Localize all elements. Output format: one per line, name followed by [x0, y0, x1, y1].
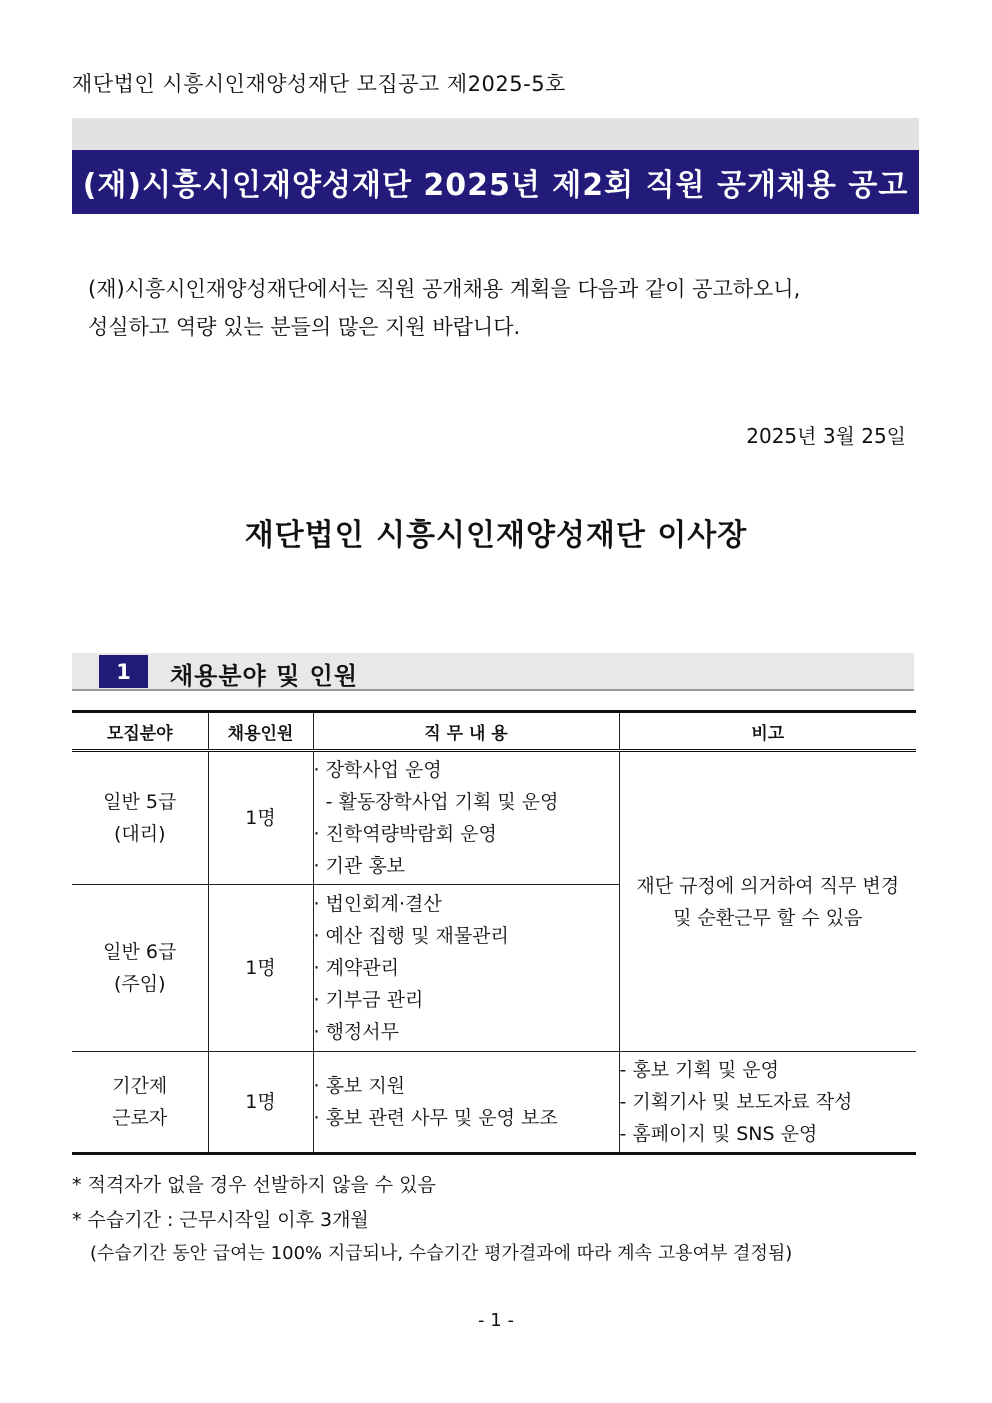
field-type-2: 근로자: [112, 1107, 168, 1129]
notice-number: 재단법인 시흥시인재양성재단 모집공고 제2025-5호: [72, 72, 566, 96]
intro-line-2: 성실하고 역량 있는 분들의 많은 지원 바랍니다.: [88, 315, 521, 339]
duties-cell: [313, 1052, 619, 1154]
field-cell: [72, 1052, 208, 1154]
duty-item: · 진학역량박람회 운영: [313, 823, 497, 845]
header-field: 모집분야: [72, 712, 208, 751]
duty-item: · 계약관리: [313, 957, 399, 979]
document-title: (재)시흥시인재양성재단 2025년 제2회 직원 공개채용 공고: [72, 150, 919, 214]
shared-note-line: 재단 규정에 의거하여 직무 변경: [636, 874, 900, 897]
recruitment-table: [72, 710, 916, 1155]
field-rank: (대리): [113, 823, 166, 845]
intro-line-1: (재)시흥시인재양성재단에서는 직원 공개채용 계획을 다음과 같이 공고하오니,: [88, 277, 801, 301]
field-rank: (주임): [113, 973, 166, 995]
table-header-row: [72, 712, 916, 751]
shared-note-line: 및 순환근무 할 수 있음: [673, 906, 863, 929]
table-row: [72, 751, 916, 885]
duty-item: · 행정서무: [313, 1021, 399, 1043]
page-number: - 1 -: [478, 1310, 514, 1331]
section-number: 1: [99, 655, 148, 688]
note-item: - 홍보 기획 및 운영: [619, 1059, 779, 1081]
field-grade: 일반 6급: [103, 941, 177, 963]
table-row: [72, 1052, 916, 1154]
field-cell: [72, 885, 208, 1052]
shared-note-cell: [619, 751, 916, 1052]
note-item: - 기획기사 및 보도자료 작성: [619, 1091, 853, 1113]
count-cell: 1명: [208, 885, 313, 1052]
notes-cell: [619, 1052, 916, 1154]
duty-item: · 법인회계·결산: [313, 893, 442, 915]
count-cell: 1명: [208, 1052, 313, 1154]
announcement-date: 2025년 3월 25일: [746, 424, 906, 448]
section-title: 채용분야 및 인원: [170, 662, 358, 690]
footnote-no-candidate: * 적격자가 없을 경우 선발하지 않을 수 있음: [72, 1174, 436, 1196]
duties-cell: [313, 885, 619, 1052]
header-duties: 직 무 내 용: [313, 712, 619, 751]
footnote-probation: * 수습기간 : 근무시작일 이후 3개월: [72, 1209, 369, 1231]
intro-paragraph: [88, 270, 800, 346]
duty-item: · 예산 집행 및 재물관리: [313, 925, 509, 947]
field-type: 기간제: [112, 1075, 168, 1097]
count-cell: 1명: [208, 751, 313, 885]
duty-item: · 홍보 관련 사무 및 운영 보조: [313, 1107, 558, 1129]
field-cell: [72, 751, 208, 885]
header-count: 채용인원: [208, 712, 313, 751]
duties-cell: [313, 751, 619, 885]
header-notes: 비고: [619, 712, 916, 751]
duty-item: · 기부금 관리: [313, 989, 424, 1011]
duty-item: · 기관 홍보: [313, 855, 406, 877]
footnote-probation-detail: (수습기간 동안 급여는 100% 지급되나, 수습기간 평가결과에 따라 계속 고용여부 결정됨): [90, 1243, 793, 1264]
signatory: 재단법인 시흥시인재양성재단 이사장: [244, 518, 748, 553]
duty-item: - 활동장학사업 기획 및 운영: [313, 791, 559, 813]
duty-item: · 장학사업 운영: [313, 759, 442, 781]
field-grade: 일반 5급: [103, 791, 177, 813]
note-item: - 홈페이지 및 SNS 운영: [619, 1123, 818, 1145]
title-top-band: [72, 118, 919, 150]
duty-item: · 홍보 지원: [313, 1075, 406, 1097]
